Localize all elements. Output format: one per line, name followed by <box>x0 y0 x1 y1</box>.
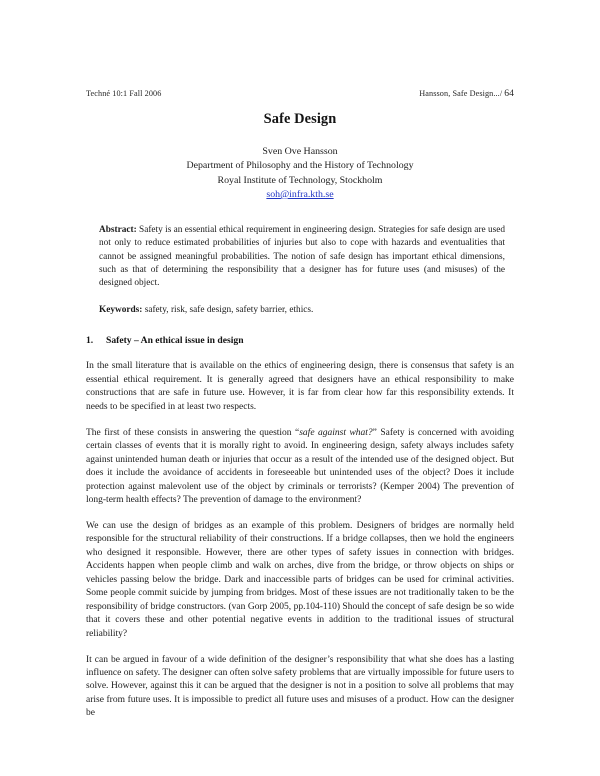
running-head-short-title: Hansson, Safe Design.../ <box>419 89 503 98</box>
paragraph-2-post: ” Safety is concerned with avoiding certain classes of events that it is morally right to avoid. In engineering design, safety always includes safety against unintended human death or injuries that occur as a result of the intended use of the designed object. But does it include the avoidance of accidents in foreseeable but unintended uses of the object? Does it include protection against malevolent use of the object by criminals or terrorists? (Kemper 2004) The prevention of long-term health effects? The prevention of damage to the environment? <box>86 427 514 505</box>
affiliation-department: Department of Philosophy and the History of Technology <box>186 160 414 172</box>
section-number: 1. <box>86 335 94 347</box>
paragraph-2-pre: The first of these consists in answering the question “ <box>86 427 300 438</box>
abstract-text: Safety is an essential ethical requirement in engineering design. Strategies for safe design are used not only to reduce estimated probabilities of injuries but also to cope with hazards and eventualities that cannot be assigned meaningful probabilities. The notion of safe design has important ethical dimensions, such as that of determining the responsibility that a designer has for future uses (and misuses) of the designed object. <box>99 225 505 288</box>
author-email-link[interactable]: soh@infra.kth.se <box>266 188 334 200</box>
body-copy <box>86 360 514 720</box>
paragraph-2 <box>86 427 514 508</box>
abstract-paragraph <box>99 224 505 290</box>
page-number: 64 <box>504 88 514 99</box>
section-title: Safety – An ethical issue in design <box>106 335 244 347</box>
abstract-block <box>86 224 514 317</box>
paragraph-1: In the small literature that is available on the ethics of engineering design, there is consensus that safety is an essential ethical requirement. It is generally agreed that designers have an ethical responsibility to make constructions that are safe in future use. However, it is far from clear how far this responsibility extends. It needs to be specified in at least two respects. <box>86 361 514 412</box>
paragraph-4: It can be argued in favour of a wide definition of the designer’s responsibility that what she does has a lasting influence on safety. The designer can often solve safety problems that are virtually impossible for future users to solve. However, against this it can be argued that the designer is not in a position to solve all problems that may arise from future uses. It is impossible to predict all future uses and misuses of a product. How can the designer be <box>86 654 514 719</box>
author-name: Sven Ove Hansson <box>262 146 338 157</box>
keywords-text: safety, risk, safe design, safety barrier, ethics. <box>142 305 314 316</box>
paragraph-3: We can use the design of bridges as an example of this problem. Designers of bridges are normally held responsible for the structural reliability of their constructions. If a bridge collapses, then we hold the engineers who designed it responsible. However, there are other types of safety issues in connection with bridges. Accidents happen when people climb and walk on arches, dive from the bridge, or throw objects on ships or vehicles passing below the bridge. Dark and inaccessible parts of bridges can be used for criminal activities. Some people commit suicide by jumping from bridges. Most of these issues are not traditionally taken to be the responsibility of bridge constructors. (van Gorp 2005, pp.104-110) Should the concept of safe design be so wide that it covers these and other potential negative events in addition to the traditional issues of structural reliability? <box>86 520 514 639</box>
page-title: Safe Design <box>263 111 337 127</box>
running-head-left: Techné 10:1 Fall 2006 <box>86 89 162 98</box>
abstract-label: Abstract: <box>99 225 137 236</box>
quoted-question-italic: safe against what? <box>299 427 373 438</box>
section-heading <box>86 335 514 346</box>
keywords-paragraph <box>99 304 505 317</box>
affiliation-institution: Royal Institute of Technology, Stockholm <box>217 174 383 186</box>
byline-block <box>86 145 514 202</box>
running-head-right <box>419 88 514 99</box>
keywords-label: Keywords: <box>99 305 143 316</box>
running-head <box>86 88 514 99</box>
